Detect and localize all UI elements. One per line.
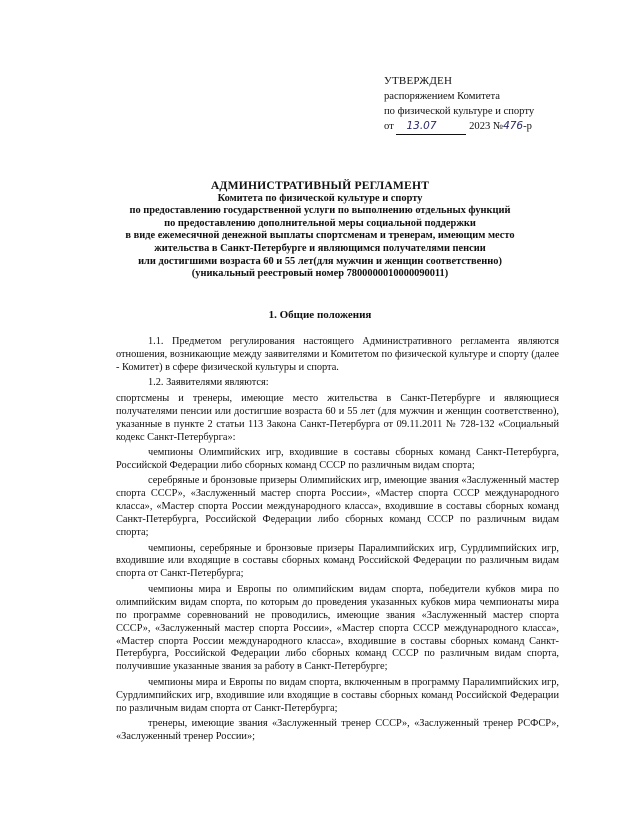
number-sign: № — [492, 121, 504, 132]
paragraph: тренеры, имеющие звания «Заслуженный тренер СССР», «Заслуженный тренер РСФСР», «Заслуженный тренер России»; — [116, 718, 559, 743]
date-blank — [396, 119, 466, 135]
header-line-3: по предоставлению дополнительной меры социальной поддержки — [164, 217, 476, 229]
paragraph: чемпионы мира и Европы по видам спорта, включенным в программу Паралимпийских игр, Сурдлимпийских игр, входившие или входящие в составы сборных команд Российской Федерации по различным видам спорта от Санкт-Петербурга; — [116, 676, 559, 714]
paragraph: 1.1. Предметом регулирования настоящего Административного регламента являются отношения, возникающие между заявителями и Комитетом по физической культуре и спорту (далее - Комитет) в сфере физической культуры и спорта. — [116, 336, 559, 373]
header-line-4: в виде ежемесячной денежной выплаты спортсменам и тренерам, имеющим место — [125, 230, 515, 242]
paragraph: чемпионы мира и Европы по олимпийским видам спорта, победители кубков мира по олимпийским видам спорта, по которым до проведения указанных кубков мира чемпионаты мира по программе соревнований не проводились, имеющие звания «Заслуженный мастер спорта СССР», «Заслуженный мастер спорта России», «Мастер спорта СССР международного класса», «Мастер спорта России международного класса», входившие в составы сборных команд Санкт-Петербурга, Российской Федерации либо сборных команд СССР по различным видам спорта, получившие указанные звания за работу в Санкт-Петербурге; — [116, 583, 559, 673]
header-line-2: по предоставлению государственной услуги по выполнению отдельных функций — [129, 205, 511, 217]
document-body — [116, 336, 559, 747]
handwritten-date: 13.07 — [406, 120, 437, 132]
paragraph: серебряные и бронзовые призеры Олимпийских игр, имеющие звания «Заслуженный мастер спорта СССР», «Заслуженный мастер спорта России», «Мастер спорта СССР международного класса», «Мастер спорта России международного класса», входившие в составы сборных команд Санкт-Петербурга, Российской Федерации либо сборных команд СССР по различным видам спорта; — [116, 475, 559, 539]
number-suffix: -р — [523, 121, 532, 132]
header-line-1: Комитета по физической культуре и спорту — [217, 192, 423, 204]
approval-line-2: по физической культуре и спорту — [384, 106, 535, 117]
handwritten-number: 476 — [503, 120, 524, 132]
section-heading: 1. Общие положения — [268, 309, 372, 321]
paragraph: чемпионы, серебряные и бронзовые призеры Паралимпийских игр, Сурдлимпийских игр, входившие или входящие в составы сборных команд Российской Федерации по различным видам спорта от Санкт-Петербурга; — [116, 542, 559, 580]
paragraph: спортсмены и тренеры, имеющие место жительства в Санкт-Петербурге и являющиеся получателями пенсии или достигшие возраста 60 и 55 лет (для мужчин и женщин соответственно), указанные в пункте 2 статьи 113 Закона Санкт-Петербурга от 09.11.2011 № 728-132 «Социальный кодекс Санкт-Петербурга»: — [116, 392, 559, 443]
header-line-6: или достигшими возраста 60 и 55 лет(для мужчин и женщин соответственно) — [138, 255, 502, 267]
approval-title: УТВЕРЖДЕН — [384, 75, 453, 87]
approval-stamp — [384, 74, 534, 135]
date-year: 2023 — [469, 121, 491, 132]
header-line-5: жительства в Санкт-Петербурге и являющимся получателями пенсии — [154, 242, 486, 254]
paragraph: чемпионы Олимпийских игр, входившие в составы сборных команд Санкт-Петербурга, Российской Федерации либо сборных команд СССР по различным видам спорта; — [116, 447, 559, 471]
approval-date-line — [384, 119, 534, 135]
document-header — [100, 180, 540, 281]
header-line-7: (уникальный реестровый номер 7800000010000090011) — [191, 268, 449, 280]
date-prefix: от — [384, 121, 394, 132]
paragraph: 1.2. Заявителями являются: — [148, 377, 269, 389]
document-title: АДМИНИСТРАТИВНЫЙ РЕГЛАМЕНТ — [210, 179, 430, 192]
approval-line-1: распоряжением Комитета — [384, 91, 500, 102]
